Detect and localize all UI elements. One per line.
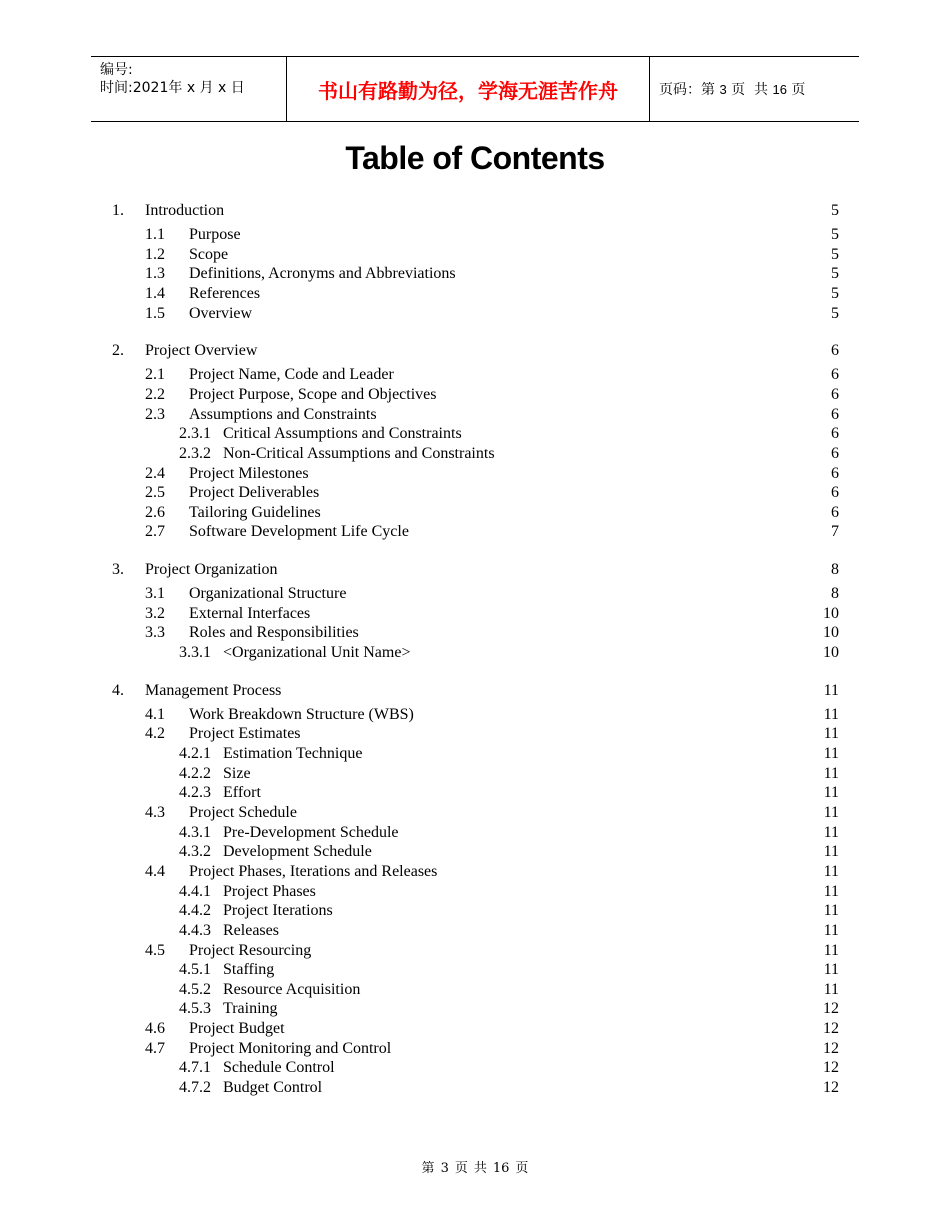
toc-entry-number: 2.5 xyxy=(145,484,165,502)
toc-entry-title: Management Process xyxy=(145,681,282,699)
toc-entry[interactable] xyxy=(0,304,950,324)
toc-entry[interactable] xyxy=(0,803,950,823)
toc-entry[interactable] xyxy=(0,980,950,1000)
toc-entry-page: 11 xyxy=(823,725,839,743)
toc-entry[interactable] xyxy=(0,882,950,902)
toc-entry-title: Budget Control xyxy=(223,1079,323,1097)
page-current: 3 xyxy=(719,81,727,97)
toc-entry-number: 4.5.2 xyxy=(179,980,211,998)
toc-entry-title: Assumptions and Constraints xyxy=(189,405,377,423)
toc-entry[interactable] xyxy=(0,842,950,862)
toc-entry[interactable] xyxy=(0,764,950,784)
toc-entry-number: 4.3 xyxy=(145,803,165,821)
toc-entry-number: 2.1 xyxy=(145,366,165,384)
toc-entry-title: Project Milestones xyxy=(189,464,309,482)
date-year-unit: 年 xyxy=(168,80,183,96)
toc-entry-page: 12 xyxy=(823,1000,839,1018)
toc-entry-page: 11 xyxy=(823,902,839,920)
footer-suffix: 页 xyxy=(515,1161,529,1176)
toc-entry[interactable] xyxy=(0,681,950,701)
toc-entry-page: 6 xyxy=(831,484,839,502)
page-total: 16 xyxy=(772,81,787,97)
toc-entry[interactable] xyxy=(0,862,950,882)
toc-entry[interactable] xyxy=(0,365,950,385)
toc-entry-title: Schedule Control xyxy=(223,1059,335,1077)
date-label: 时间: xyxy=(100,80,133,96)
page-footer xyxy=(0,1157,950,1176)
toc-entry[interactable] xyxy=(0,705,950,725)
toc-entry-title: Project Phases xyxy=(223,882,316,900)
toc-entry-number: 3. xyxy=(112,561,124,579)
toc-entry-title: Project Purpose, Scope and Objectives xyxy=(189,385,437,403)
toc-entry-page: 11 xyxy=(823,882,839,900)
toc-entry-page: 10 xyxy=(823,644,839,662)
toc-entry-title: Critical Assumptions and Constraints xyxy=(223,425,462,443)
document-number-label: 编号: xyxy=(100,62,133,78)
toc-entry-title: Scope xyxy=(189,245,229,263)
toc-entry-page: 11 xyxy=(823,921,839,939)
footer-total: 16 xyxy=(492,1161,510,1176)
toc-entry-number: 1.2 xyxy=(145,245,165,263)
toc-entry-page: 5 xyxy=(831,245,839,263)
toc-entry[interactable] xyxy=(0,941,950,961)
toc-entry[interactable] xyxy=(0,483,950,503)
header-page-cell xyxy=(650,57,859,121)
toc-entry-page: 11 xyxy=(823,823,839,841)
date-day: x xyxy=(218,80,227,96)
toc-entry-number: 2.2 xyxy=(145,385,165,403)
toc-entry-title: Training xyxy=(223,1000,278,1018)
toc-entry-number: 3.1 xyxy=(145,585,165,603)
toc-entry-page: 11 xyxy=(823,862,839,880)
date-year: 2021 xyxy=(132,80,169,96)
toc-entry-number: 2. xyxy=(112,342,124,360)
toc-entry[interactable] xyxy=(0,444,950,464)
toc-entry-number: 3.3.1 xyxy=(179,644,211,662)
date-day-unit: 日 xyxy=(230,80,245,96)
toc-entry[interactable] xyxy=(0,1039,950,1059)
toc-entry[interactable] xyxy=(0,464,950,484)
toc-entry-title: Definitions, Acronyms and Abbreviations xyxy=(189,265,456,283)
toc-entry[interactable] xyxy=(0,225,950,245)
toc-entry-title: Development Schedule xyxy=(223,843,372,861)
toc-entry-page: 6 xyxy=(831,405,839,423)
toc-entry-title: Pre-Development Schedule xyxy=(223,823,399,841)
toc-entry-page: 12 xyxy=(823,1079,839,1097)
toc-entry-page: 5 xyxy=(831,304,839,322)
toc-entry-number: 4.4.2 xyxy=(179,902,211,920)
toc-entry-page: 11 xyxy=(823,980,839,998)
toc-entry-page: 5 xyxy=(831,284,839,302)
toc-entry-page: 11 xyxy=(823,803,839,821)
toc-entry-number: 1. xyxy=(112,202,124,219)
footer-current: 3 xyxy=(440,1161,449,1176)
toc-entry-page: 12 xyxy=(823,1039,839,1057)
toc-entry-page: 6 xyxy=(831,366,839,384)
toc-entry-number: 1.1 xyxy=(145,226,165,243)
toc-entry[interactable] xyxy=(0,503,950,523)
header-motto: 书山有路勤为径，学海无涯苦作舟 xyxy=(318,78,618,103)
toc-entry-page: 11 xyxy=(823,843,839,861)
toc-entry-page: 11 xyxy=(823,705,839,723)
toc-entry-number: 4.2.1 xyxy=(179,745,211,762)
toc-entry-page: 10 xyxy=(823,624,839,642)
toc-entry-title: Project Name, Code and Leader xyxy=(189,366,394,384)
date-month-unit: 月 xyxy=(199,80,214,96)
page-mid: 页 共 xyxy=(731,82,769,98)
toc-entry-title: Project Budget xyxy=(189,1020,285,1038)
toc-entry[interactable] xyxy=(0,960,950,980)
toc-entry-number: 4.4.3 xyxy=(179,921,211,939)
footer-prefix: 第 xyxy=(421,1161,435,1176)
page-header xyxy=(91,56,859,122)
toc-entry-page: 12 xyxy=(823,1059,839,1077)
toc-entry-number: 4.5 xyxy=(145,941,165,959)
document-date xyxy=(100,79,286,97)
toc-entry-title: Introduction xyxy=(145,202,225,219)
page-title: Table of Contents xyxy=(345,140,605,176)
toc-entry[interactable] xyxy=(0,1019,950,1039)
header-meta-cell xyxy=(91,57,287,121)
toc-entry-number: 4.4 xyxy=(145,862,165,880)
toc-entry-number: 1.3 xyxy=(145,265,165,283)
toc-entry[interactable] xyxy=(0,405,950,425)
toc-entry-page: 10 xyxy=(823,604,839,622)
toc-entry[interactable] xyxy=(0,1058,950,1078)
toc-entry-page: 6 xyxy=(831,444,839,462)
toc-entry[interactable] xyxy=(0,424,950,444)
toc-entry-title: Resource Acquisition xyxy=(223,980,361,998)
toc-entry-page: 11 xyxy=(823,764,839,782)
toc-entry[interactable] xyxy=(0,901,950,921)
toc-entry[interactable] xyxy=(0,264,950,284)
toc-entry-title: Project Estimates xyxy=(189,725,301,743)
toc-entry-page: 6 xyxy=(831,503,839,521)
toc-entry[interactable] xyxy=(0,823,950,843)
toc-entry-title: Releases xyxy=(223,921,279,939)
toc-entry-page: 11 xyxy=(823,681,839,699)
toc-entry-page: 7 xyxy=(831,523,839,541)
toc-entry-title: Work Breakdown Structure (WBS) xyxy=(189,705,414,723)
toc-entry-number: 4.2 xyxy=(145,725,165,743)
toc-entry[interactable] xyxy=(0,783,950,803)
footer-mid: 页 xyxy=(454,1161,468,1176)
toc-entry-number: 1.4 xyxy=(145,284,165,302)
toc-entry-number: 4. xyxy=(112,681,124,699)
toc-entry[interactable] xyxy=(0,1078,950,1098)
toc-entry-number: 3.2 xyxy=(145,604,165,622)
toc-entry-title: Tailoring Guidelines xyxy=(189,503,321,521)
toc-entry-number: 4.3.1 xyxy=(179,823,211,841)
toc-entry-title: Organizational Structure xyxy=(189,585,347,603)
toc-entry-number: 4.2.3 xyxy=(179,784,211,802)
toc-entry-number: 4.3.2 xyxy=(179,843,211,861)
toc-entry-number: 4.7.1 xyxy=(179,1059,211,1077)
toc-entry-number: 4.6 xyxy=(145,1020,165,1038)
toc-entry[interactable] xyxy=(0,245,950,265)
toc-entry-number: 4.2.2 xyxy=(179,764,211,782)
toc-entry[interactable] xyxy=(0,385,950,405)
page-prefix: 页码：第 xyxy=(659,82,715,98)
toc-entry-page: 11 xyxy=(823,941,839,959)
toc-entry-title: Project Phases, Iterations and Releases xyxy=(189,862,438,880)
toc-entry-title: References xyxy=(189,284,261,302)
toc-entry-title: <Organizational Unit Name> xyxy=(223,644,411,662)
toc-entry-number: 2.3 xyxy=(145,405,165,423)
toc-entry-number: 4.5.1 xyxy=(179,961,211,979)
toc-entry-title: External Interfaces xyxy=(189,604,311,622)
toc-entry-title: Project Overview xyxy=(145,342,258,360)
toc-entry[interactable] xyxy=(0,522,950,542)
date-month: x xyxy=(186,80,196,96)
toc-entry-title: Project Deliverables xyxy=(189,484,320,502)
toc-entry[interactable] xyxy=(0,604,950,624)
footer-total-prefix: 共 xyxy=(473,1161,487,1176)
toc-entry-number: 2.7 xyxy=(145,523,165,541)
page-suffix: 页 xyxy=(791,82,806,98)
toc-entry-title: Project Monitoring and Control xyxy=(189,1039,392,1057)
toc-entry-page: 8 xyxy=(831,561,839,579)
toc-entry-page: 12 xyxy=(823,1020,839,1038)
toc-entry-number: 2.4 xyxy=(145,464,165,482)
toc-entry[interactable] xyxy=(0,341,950,361)
toc-entry[interactable] xyxy=(0,643,950,663)
toc-entry-page: 11 xyxy=(823,961,839,979)
toc-entry-title: Project Organization xyxy=(145,561,278,579)
toc-entry-title: Project Schedule xyxy=(189,803,297,821)
toc-entry-page: 6 xyxy=(831,342,839,360)
toc-entry-number: 4.5.3 xyxy=(179,1000,211,1018)
toc-entry-page: 5 xyxy=(831,226,839,243)
toc-entry-page: 6 xyxy=(831,425,839,443)
toc-entry[interactable] xyxy=(0,999,950,1019)
toc-entry-number: 4.4.1 xyxy=(179,882,211,900)
toc-entry-title: Estimation Technique xyxy=(223,745,363,762)
toc-entry[interactable] xyxy=(0,584,950,604)
toc-entry-title: Software Development Life Cycle xyxy=(189,523,409,541)
header-motto-cell xyxy=(287,57,650,121)
toc-entry[interactable] xyxy=(0,201,950,221)
toc-entry-number: 3.3 xyxy=(145,624,165,642)
toc-entry-title: Staffing xyxy=(223,961,275,979)
toc-entry-page: 5 xyxy=(831,265,839,283)
toc-entry-number: 4.7.2 xyxy=(179,1079,211,1097)
toc-entry[interactable] xyxy=(0,623,950,643)
toc-entry-number: 2.6 xyxy=(145,503,165,521)
toc-entry-page: 11 xyxy=(823,745,839,762)
toc-entry-title: Size xyxy=(223,764,251,782)
toc-entry-title: Effort xyxy=(223,784,261,802)
toc-entry-number: 4.7 xyxy=(145,1039,165,1057)
toc-entry-number: 4.1 xyxy=(145,705,165,723)
toc-entry-title: Project Resourcing xyxy=(189,941,312,959)
toc-entry-number: 1.5 xyxy=(145,304,165,322)
toc-entry-title: Overview xyxy=(189,304,253,322)
toc-entry[interactable] xyxy=(0,744,950,764)
toc-entry-page: 11 xyxy=(823,784,839,802)
toc-entry-number: 2.3.1 xyxy=(179,425,211,443)
toc-entry-page: 6 xyxy=(831,464,839,482)
toc-entry[interactable] xyxy=(0,284,950,304)
toc-entry[interactable] xyxy=(0,560,950,580)
toc-entry-number: 2.3.2 xyxy=(179,444,211,462)
toc-entry-title: Roles and Responsibilities xyxy=(189,624,359,642)
toc-entry-title: Project Iterations xyxy=(223,902,333,920)
toc-entry-page: 6 xyxy=(831,385,839,403)
toc-entry[interactable] xyxy=(0,921,950,941)
toc-entry-title: Non-Critical Assumptions and Constraints xyxy=(223,444,495,462)
toc-entry-page: 8 xyxy=(831,585,839,603)
toc-entry-title: Purpose xyxy=(189,226,241,243)
toc-entry-page: 5 xyxy=(831,202,839,219)
toc-entry[interactable] xyxy=(0,724,950,744)
